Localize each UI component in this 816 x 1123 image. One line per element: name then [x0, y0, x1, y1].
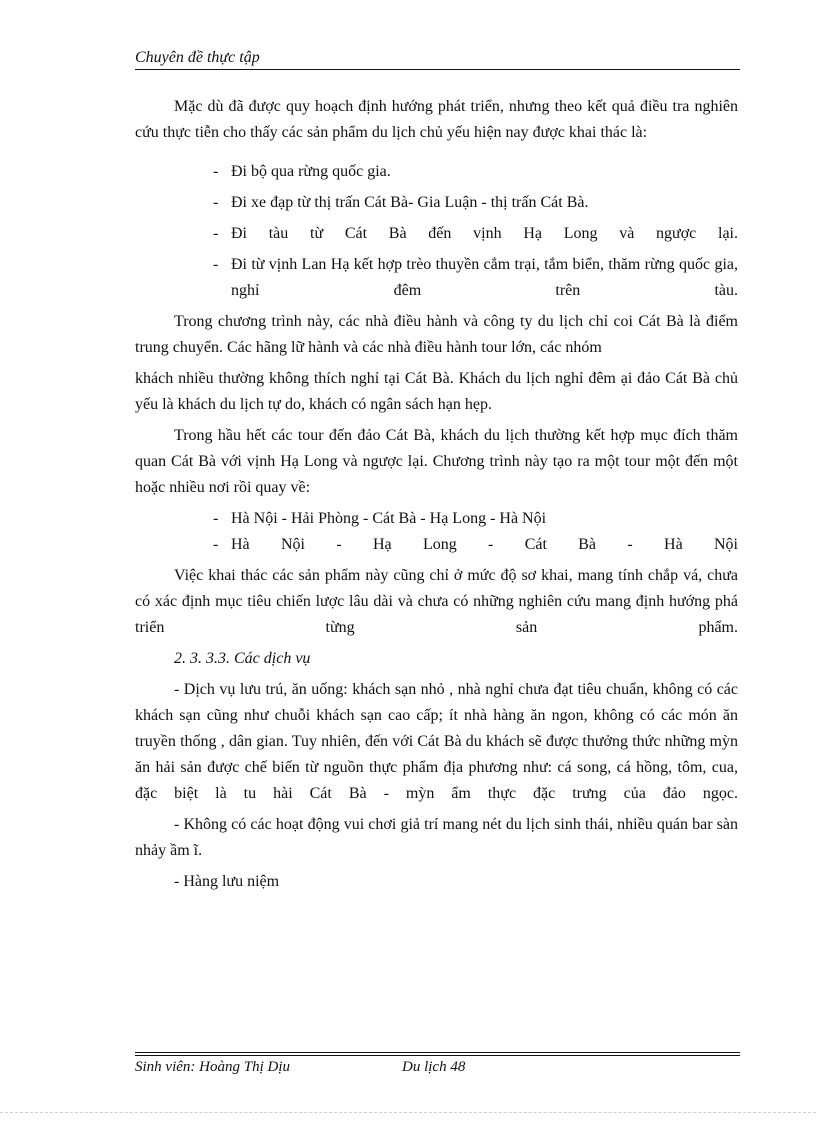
list-item-product-2	[213, 190, 738, 216]
footer-course: Du lịch 48	[402, 1059, 466, 1075]
paragraph-souvenir: - Hàng lưu niệm	[174, 873, 280, 890]
list-item-text: Đi tàu từ Cát Bà đến vịnh Hạ Long và ngược lại.	[231, 225, 738, 242]
list-item-text: Đi từ vịnh Lan Hạ kết hợp trèo thuyền cắm trại, tắm biển, thăm rừng quốc gia, nghỉ đêm trên tàu.	[231, 256, 738, 299]
header-title: Chuyên đề thực tập	[135, 49, 260, 66]
list-dash: -	[213, 536, 219, 553]
paragraph-tours: Trong hầu hết các tour đến đảo Cát Bà, khách du lịch thường kết hợp mục đích thăm quan Cát Bà với vịnh Hạ Long và ngược lại. Chương trình này tạo ra một tour một đến một hoặc nhiều nơi rồi quay về:	[135, 427, 738, 496]
paragraph-exploit: Việc khai thác các sản phẩm này cũng chỉ ở mức độ sơ khai, mang tính chắp vá, chưa có xác định mục tiêu chiến lược lâu dài và chưa có những nghiên cứu mang định hướng phá triển từng sản phẩm.	[135, 567, 738, 636]
list-item-text: Đi xe đạp từ thị trấn Cát Bà- Gia Luận - thị trấn Cát Bà.	[231, 194, 589, 211]
list-item-route-2	[213, 532, 738, 558]
paragraph-entertainment: - Không có các hoạt động vui chơi giả trí mang nét du lịch sinh thái, nhiều quán bar sàn nhảy ầm ĩ.	[135, 816, 738, 859]
list-dash: -	[213, 256, 219, 273]
list-item-product-1	[213, 159, 738, 185]
list-item-text: Hà Nội - Hải Phòng - Cát Bà - Hạ Long - Hà Nội	[231, 510, 547, 527]
page-header	[135, 48, 740, 68]
footer-student: Sinh viên: Hoàng Thị Dịu	[135, 1059, 290, 1075]
list-item-text: Hà Nội - Hạ Long - Cát Bà - Hà Nội	[231, 536, 738, 553]
section-heading: 2. 3. 3.3. Các dịch vụ	[174, 650, 311, 667]
header-rule	[135, 69, 740, 70]
list-item-text: Đi bộ qua rừng quốc gia.	[231, 163, 391, 180]
footer-rule-top	[135, 1052, 740, 1053]
list-item-product-4	[213, 252, 738, 304]
paragraph-program-2: khách nhiều thường không thích nghỉ tại Cát Bà. Khách du lịch nghỉ đêm ại đảo Cát Bà chủ yếu là khách du lịch tự do, khách có ngân sách hạn hẹp.	[135, 370, 738, 413]
list-dash: -	[213, 163, 219, 180]
paragraph-intro: Mặc dù đã được quy hoạch định hướng phát triển, nhưng theo kết quả điều tra nghiên cứu thực tiễn cho thấy các sản phẩm du lịch chủ yếu hiện nay được khai thác là:	[135, 98, 738, 141]
paragraph-program-1: Trong chương trình này, các nhà điều hành và công ty du lịch chỉ coi Cát Bà là điểm trung chuyển. Các hãng lữ hành và các nhà điều hành tour lớn, các nhóm	[135, 313, 738, 356]
list-dash: -	[213, 225, 219, 242]
list-item-route-1	[213, 506, 738, 532]
footer-rule-bottom	[135, 1055, 740, 1056]
document-body	[135, 94, 738, 895]
list-dash: -	[213, 510, 219, 527]
list-dash: -	[213, 194, 219, 211]
page-footer	[135, 1058, 740, 1076]
page-edge	[0, 1112, 816, 1113]
list-item-product-3	[213, 221, 738, 247]
paragraph-accommodation: - Dịch vụ lưu trú, ăn uống: khách sạn nhỏ , nhà nghỉ chưa đạt tiêu chuẩn, không có các khách sạn cũng như chuỗi khách sạn cao cấp; ít nhà hàng ăn ngon, không có các món ăn truyền thống , dân gian. Tuy nhiên, đến với Cát Bà du khách sẽ được thưởng thức những mỳn ăn hải sản được chế biến từ nguồn thực phẩm địa phương như: cá song, cá hồng, tôm, cua, đặc biệt là tu hài Cát Bà - mỳn ẩm thực đặc trưng của đảo ngọc.	[135, 681, 738, 802]
